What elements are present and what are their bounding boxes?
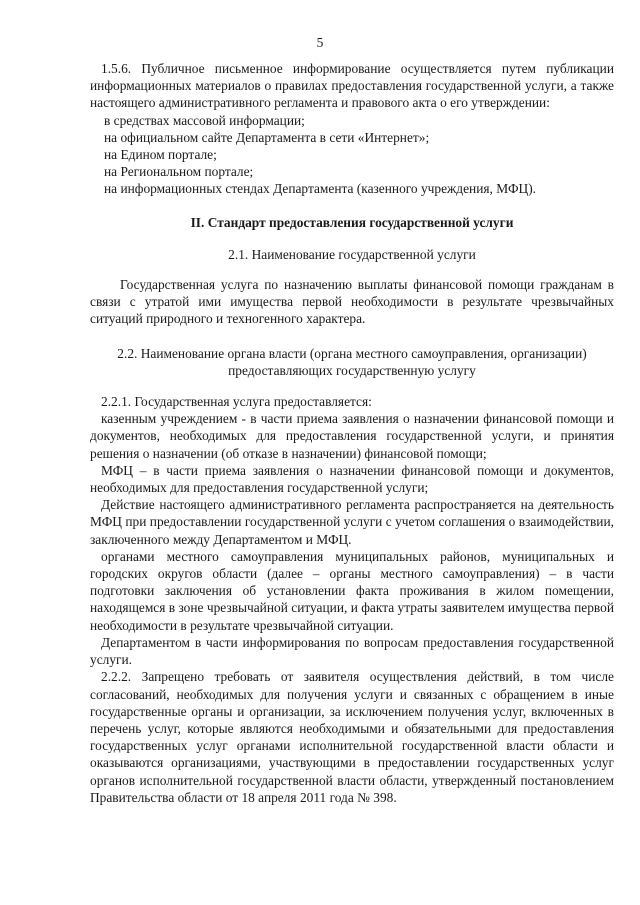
- paragraph-2-1: Государственная услуга по назначению выплаты финансовой помощи гражданам в связи с утратой ими имущества первой необходимости в результате чрезвычайных ситуаций природного и техногенного характера.: [90, 277, 614, 327]
- list-item: на Региональном портале;: [104, 164, 254, 180]
- list-item: на Едином портале;: [104, 147, 217, 163]
- paragraph-1-5-6: 1.5.6. Публичное письменное информирование осуществляется путем публикации информационных материалов о правилах предоставления государственной услуги, а также настоящего административного регламента и правового акта о его утверждении:: [90, 61, 614, 111]
- subsection-heading: 2.1. Наименование государственной услуги: [228, 246, 476, 262]
- paragraph: Департаментом в части информирования по вопросам предоставления государственной услуги.: [90, 634, 614, 668]
- subsection-heading: 2.2. Наименование органа власти (органа местного самоуправления, организации): [117, 345, 587, 361]
- paragraph: МФЦ – в части приема заявления о назначении финансовой помощи и документов, необходимых для предоставления государственной услуги;: [90, 462, 614, 496]
- paragraph: Действие настоящего административного регламента распространяется на деятельность МФЦ при предоставлении государственной услуги с учетом соглашения о взаимодействии, заключенного между Департаментом и МФЦ.: [90, 497, 614, 547]
- paragraph-2-2-2: 2.2.2. Запрещено требовать от заявителя осуществления действий, в том числе согласований, необходимых для получения услуги и связанных с обращением в иные государственные органы и организации, за исключением получения услуг, включенных в перечень услуг, которые являются необходимыми и обязательными для предоставления государственных услуг органами исполнительной государственной власти области и оказываются организациями, участвующими в предоставлении государственных услуг органов исполнительной государственной власти области, утвержденный постановлением Правительства области от 18 апреля 2011 года № 398.: [90, 669, 614, 805]
- paragraph: казенным учреждением - в части приема заявления о назначении финансовой помощи и документов, необходимых для предоставления государственной услуги, и принятия решения о назначении (об отказе в назначении) финансовой помощи;: [90, 411, 614, 461]
- list-item: на информационных стендах Департамента (казенного учреждения, МФЦ).: [104, 181, 537, 197]
- subsection-heading-line2: предоставляющих государственную услугу: [228, 362, 476, 378]
- page-number: 5: [316, 35, 324, 50]
- list-item: в средствах массовой информации;: [104, 112, 305, 128]
- page-content: [90, 60, 614, 806]
- section-heading: II. Стандарт предоставления государственной услуги: [190, 214, 514, 230]
- paragraph-2-2-1: 2.2.1. Государственная услуга предоставляется:: [101, 394, 372, 410]
- list-item: на официальном сайте Департамента в сети «Интернет»;: [104, 129, 430, 145]
- paragraph: органами местного самоуправления муниципальных районов, муниципальных и городских округов области (далее – органы местного самоуправления) – в части подготовки заключения об установлении факта проживания в жилом помещении, находящемся в зоне чрезвычайной ситуации, и факта утраты заявителем имущества первой необходимости в результате чрезвычайной ситуации.: [90, 548, 614, 633]
